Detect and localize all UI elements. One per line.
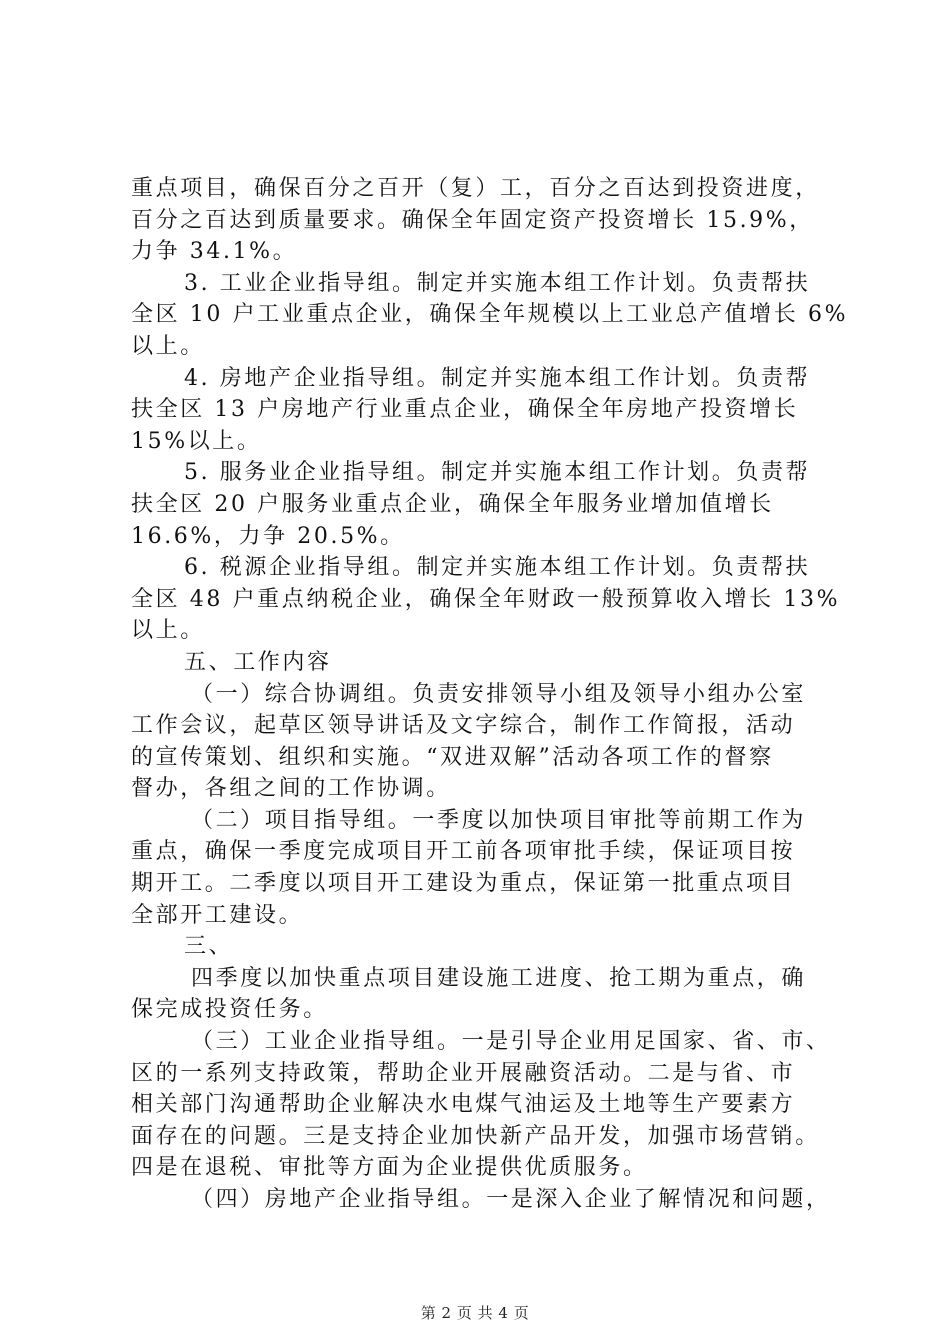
text-line: （二）项目指导组。一季度以加快项目审批等前期工作为 xyxy=(191,807,807,833)
page-number-footer: 第 2 页 共 4 页 xyxy=(420,1304,530,1322)
text-line: 15%以上。 xyxy=(131,428,262,454)
text-line: 重点，确保一季度完成项目开工前各项审批手续，保证项目按 xyxy=(131,839,796,865)
text-line: 区的一系列支持政策，帮助企业开展融资活动。二是与省、市 xyxy=(131,1060,796,1086)
text-line: 力争 34.1%。 xyxy=(131,239,298,265)
text-line: 以上。 xyxy=(131,333,205,359)
text-line: 16.6%，力争 20.5%。 xyxy=(131,523,405,549)
text-line: 的宣传策划、组织和实施。“双进双解”活动各项工作的督察 xyxy=(131,744,774,770)
text-line: 3. 工业企业指导组。制定并实施本组工作计划。负责帮扶 xyxy=(184,270,811,296)
text-line: 5. 服务业企业指导组。制定并实施本组工作计划。负责帮 xyxy=(184,460,811,486)
text-line: 三、 xyxy=(184,934,234,960)
text-line: 以上。 xyxy=(131,618,205,644)
text-line: 重点项目，确保百分之百开（复）工，百分之百达到投资进度， xyxy=(131,176,820,201)
text-line: 督办，各组之间的工作协调。 xyxy=(131,776,451,802)
text-line: 工作会议，起草区领导讲话及文字综合，制作工作简报，活动 xyxy=(131,713,796,739)
text-line: 全区 48 户重点纳税企业，确保全年财政一般预算收入增长 13% xyxy=(131,586,841,612)
text-line: 扶全区 20 户服务业重点企业，确保全年服务业增加值增长 xyxy=(131,491,774,517)
document-body xyxy=(131,173,849,1216)
text-line: 4. 房地产企业指导组。制定并实施本组工作计划。负责帮 xyxy=(184,365,811,391)
text-line: 全部开工建设。 xyxy=(131,902,304,928)
text-line: 保完成投资任务。 xyxy=(131,997,328,1023)
text-line: 四季度以加快重点项目建设施工进度、抢工期为重点，确 xyxy=(191,965,807,991)
text-line: 百分之百达到质量要求。确保全年固定资产投资增长 15.9%， xyxy=(131,207,814,233)
text-line: 面存在的问题。三是支持企业加快新产品开发，加强市场营销。 xyxy=(131,1123,820,1149)
text-line: （一）综合协调组。负责安排领导小组及领导小组办公室 xyxy=(191,681,807,707)
text-line: 期开工。二季度以项目开工建设为重点，保证第一批重点项目 xyxy=(131,871,796,897)
text-line: 相关部门沟通帮助企业解决水电煤气油运及土地等生产要素方 xyxy=(131,1092,796,1118)
text-line: 扶全区 13 户房地产行业重点企业，确保全年房地产投资增长 xyxy=(131,397,799,423)
text-line: （三）工业企业指导组。一是引导企业用足国家、省、市、 xyxy=(191,1029,831,1055)
text-line: 全区 10 户工业重点企业，确保全年规模以上工业总产值增长 6% xyxy=(131,302,849,328)
text-line: 6. 税源企业指导组。制定并实施本组工作计划。负责帮扶 xyxy=(184,555,811,581)
text-line: 四是在退税、审批等方面为企业提供优质服务。 xyxy=(131,1155,648,1181)
text-line: （四）房地产企业指导组。一是深入企业了解情况和问题， xyxy=(191,1187,831,1212)
section-heading: 五、工作内容 xyxy=(184,649,332,675)
